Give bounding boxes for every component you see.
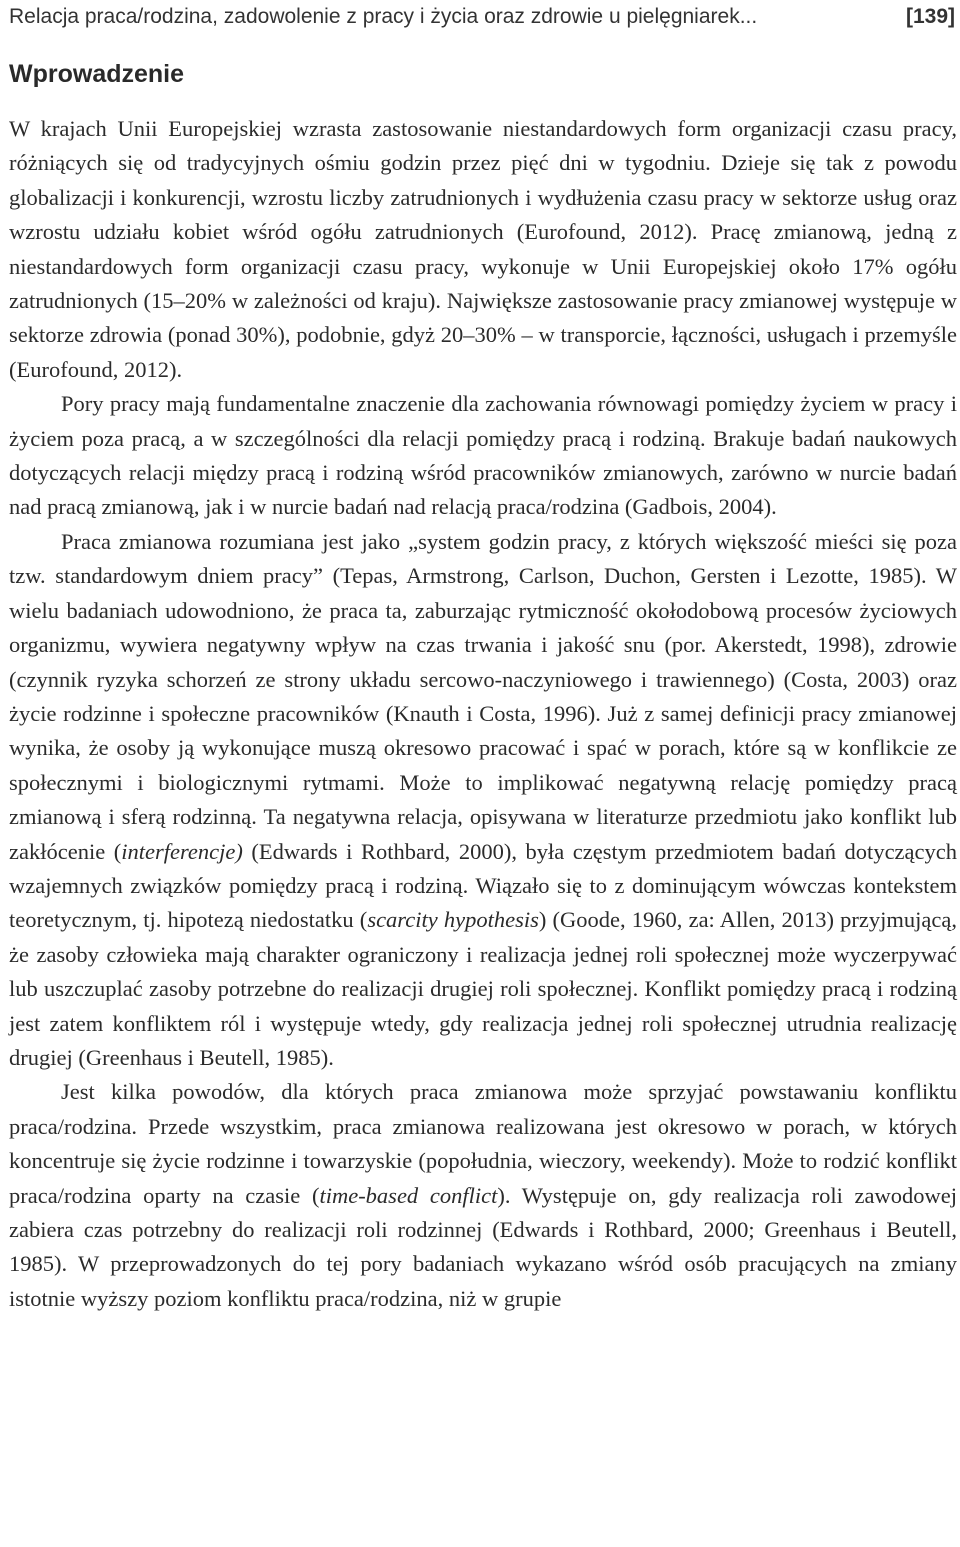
paragraph-2: Pory pracy mają fundamentalne znaczenie dla zachowania równowagi pomiędzy życiem w pracy i życiem poza pracą, a w szczególności dla relacji pomiędzy pracą i rodziną. Brakuje badań naukowych dotyczących relacji między pracą i rodziną wśród pracowników zmianowych, zarówno w nurcie badań nad pracą zmianową, jak i w nurcie badań nad relacją praca/rodzina (Gadbois, 2004). [9, 391, 957, 520]
paragraph-3 [9, 525, 957, 1076]
term-time-based-conflict: time-based conflict [319, 1182, 498, 1208]
running-title: Relacja praca/rodzina, zadowolenie z pracy i życia oraz zdrowie u pielęgniarek... [9, 5, 758, 28]
running-header [9, 0, 955, 34]
paragraph-4 [9, 1075, 957, 1316]
paragraph-4-text-a: Jest kilka powodów, dla których praca zmianowa może sprzyjać powstawaniu konfliktu praca/rodzina. Przede wszystkim, praca zmianowa realizowana jest okresowo w porach, w których koncentruje się życie rodzinne i towarzyskie (popołudnia, wieczory, weekendy). Może to rodzić konflikt praca/rodzina oparty na czasie ( [9, 1079, 957, 1208]
paragraph-4-text-b: ). Występuje on, gdy realizacja roli zawodowej zabiera czas potrzebny do realizacji roli rodzinnej (Edwards i Rothbard, 2000; Greenhaus i Beutell, 1985). W przeprowadzonych do tej pory badaniach wykazano wśród osób pracujących na zmiany istotnie wyższy poziom konfliktu praca/rodzina, niż w grupie [9, 1182, 957, 1311]
paragraph-3-text-a: Praca zmianowa rozumiana jest jako „system godzin pracy, z których większość mieści się poza tzw. standardowym dniem pracy” (Tepas, Armstrong, Carlson, Duchon, Gersten i Lezotte, 1985). W wielu badaniach udowodniono, że praca ta, zaburzając rytmiczność okołodobową procesów życiowych organizmu, wywiera negatywny wpływ na czas trwania i jakość snu (por. Akerstedt, 1998), zdrowie (czynnik ryzyka schorzeń ze strony układu sercowo-naczyniowego i trawiennego) (Costa, 2003) oraz życie rodzinne i społeczne pracowników (Knauth i Costa, 1996). Już z samej definicji pracy zmianowej wynika, że osoby ją wykonujące muszą okresowo pracować i spać w porach, które są w konflikcie ze społecznymi i biologicznymi rytmami. Może to implikować negatywną relację pomiędzy pracą zmianową i sferą rodzinną. Ta negatywna relacja, opisywana w literaturze przedmiotu jako konflikt lub zakłócenie ( [9, 528, 957, 864]
body-text [9, 112, 957, 1316]
page-number: [139] [905, 5, 955, 28]
term-interferencje: interferencje) [121, 838, 243, 864]
paragraph-3-text-b: (Edwards i Rothbard, 2000), była częstym przedmiotem badań dotyczących wzajemnych związków pomiędzy pracą i rodziną. Wiązało się to z dominującym wówczas kontekstem teoretycznym, tj. hipotezą niedostatku ( [9, 838, 957, 933]
section-heading: Wprowadzenie [9, 60, 185, 88]
paragraph-3-text-c: ) (Goode, 1960, za: Allen, 2013) przyjmującą, że zasoby człowieka mają charakter ograniczony i realizacja jednej roli społecznej może wyczerpywać lub uszczuplać zasoby potrzebne do realizacji drugiej roli społecznej. Konflikt pomiędzy pracą i rodziną jest zatem konfliktem ról i występuje wtedy, gdy realizacja jednej roli społecznej utrudnia realizację drugiej (Greenhaus i Beutell, 1985). [9, 907, 957, 1070]
term-scarcity-hypothesis: scarcity hypothesis [367, 907, 539, 933]
paragraph-1: W krajach Unii Europejskiej wzrasta zastosowanie niestandardowych form organizacji czasu pracy, różniących się od tradycyjnych ośmiu godzin przez pięć dni w tygodniu. Dzieje się tak z powodu globalizacji i konkurencji, wzrostu liczby zatrudnionych i wydłużenia czasu pracy w sektorze usług oraz wzrostu udziału kobiet wśród ogółu zatrudnionych (Eurofound, 2012). Pracę zmianową, jedną z niestandardowych form organizacji czasu pracy, wykonuje w Unii Europejskiej około 17% ogółu zatrudnionych (15–20% w zależności od kraju). Największe zastosowanie pracy zmianowej występuje w sektorze zdrowia (ponad 30%), podobnie, gdyż 20–30% – w transporcie, łączności, usługach i przemyśle (Eurofound, 2012). [9, 116, 957, 382]
